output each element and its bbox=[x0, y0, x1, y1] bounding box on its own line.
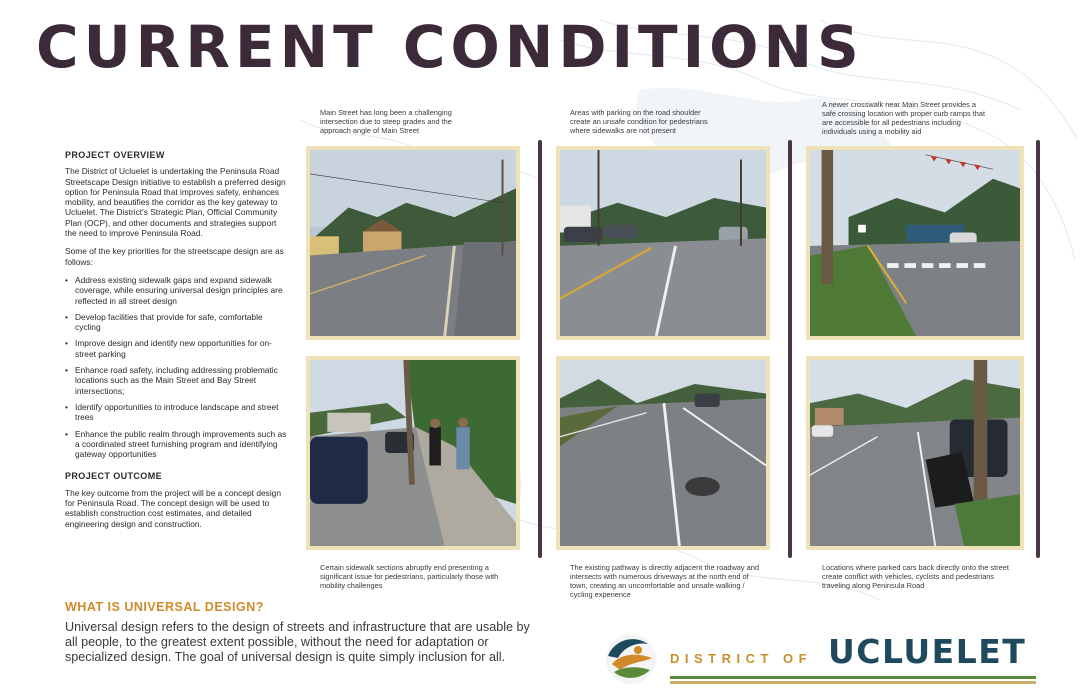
logo-district-of: DISTRICT OF bbox=[670, 651, 813, 666]
project-overview-section bbox=[65, 150, 287, 537]
divider-bar bbox=[538, 140, 542, 558]
photo-main-street-intersection bbox=[306, 146, 520, 340]
logo-town-name: UCLUELET bbox=[828, 632, 1027, 671]
caption-main-street: Main Street has long been a challenging intersection due to steep grades and the approach angle of Main Street bbox=[320, 108, 452, 135]
outcome-paragraph: The key outcome from the project will be a concept design for Peninsula Road. The concept design will be used to establish construction cost estimates, and detailed engineering design and construction. bbox=[65, 487, 281, 529]
list-item: • Address existing sidewalk gaps and expand sidewalk coverage, while ensuring universal design principles are reflected in all street design bbox=[65, 275, 287, 306]
divider-bar bbox=[1036, 140, 1040, 558]
universal-design-heading: WHAT IS UNIVERSAL DESIGN? bbox=[65, 600, 264, 614]
caption-shoulder-parking: Areas with parking on the road shoulder create an unsafe condition for pedestrians where sidewalks are not present bbox=[570, 108, 708, 135]
photo-parked-cars bbox=[806, 356, 1024, 550]
priorities-intro: Some of the key priorities for the streetscape design are as follows: bbox=[65, 246, 284, 267]
divider-bar bbox=[788, 140, 792, 558]
caption-crosswalk: A newer crosswalk near Main Street provides a safe crossing location with proper curb ramps that are accessible for all pedestrians including individuals using a mobility aid bbox=[822, 100, 986, 136]
priorities-list bbox=[65, 275, 287, 459]
list-item: • Enhance road safety, including addressing problematic locations such as the Main Street and Bay Street intersections; bbox=[65, 365, 287, 396]
list-item: • Enhance the public realm through improvements such as a coordinated street furnishing program and identifying gateway opportunities bbox=[65, 429, 287, 460]
caption-parked-cars: Locations where parked cars back directly onto the street create conflict with vehicles, cyclists and pedestrians traveling along Peninsula Road bbox=[822, 563, 1009, 590]
outcome-heading: PROJECT OUTCOME bbox=[65, 471, 163, 482]
universal-design-text: Universal design refers to the design of streets and infrastructure that are usable by all people, to the greatest extent possible, without the need for adaptation or specialized design. The goal of universal design is quite simply inclusion for all. bbox=[65, 620, 530, 664]
caption-sidewalk-ends: Certain sidewalk sections abruptly end presenting a significant issue for pedestrians, particularly those with mobility challenges bbox=[320, 563, 499, 590]
ucluelet-logo-icon bbox=[604, 632, 658, 686]
logo-stripes bbox=[670, 676, 1036, 686]
list-item: • Develop facilities that provide for safe, comfortable cycling bbox=[65, 312, 287, 333]
overview-heading: PROJECT OVERVIEW bbox=[65, 150, 165, 160]
photo-crosswalk bbox=[806, 146, 1024, 340]
photo-adjacent-pathway bbox=[556, 356, 770, 550]
photo-sidewalk-ends bbox=[306, 356, 520, 550]
overview-paragraph: The District of Ucluelet is undertaking the Peninsula Road Streetscape Design initiative to establish a preferred design option for Peninsula Road that improves safety, enhances mobility, and beautifies the corridor as the key gateway to Ucluelet. The District's Strategic Plan, Official Community Plan (OCP), and other documents and strategies support the need to improve Peninsula Road. bbox=[65, 166, 286, 239]
list-item: • Identify opportunities to introduce landscape and street trees bbox=[65, 402, 287, 423]
caption-adjacent-pathway: The existing pathway is directly adjacent the roadway and intersects with numerous driveways at the north end of town, creating an uncomfortable and unsafe walking / cycling experience bbox=[570, 563, 759, 599]
page-title: CURRENT CONDITIONS bbox=[36, 13, 864, 81]
photo-shoulder-parking bbox=[556, 146, 770, 340]
list-item: • Improve design and identify new opportunities for on-street parking bbox=[65, 338, 287, 359]
district-logo bbox=[604, 632, 1034, 692]
